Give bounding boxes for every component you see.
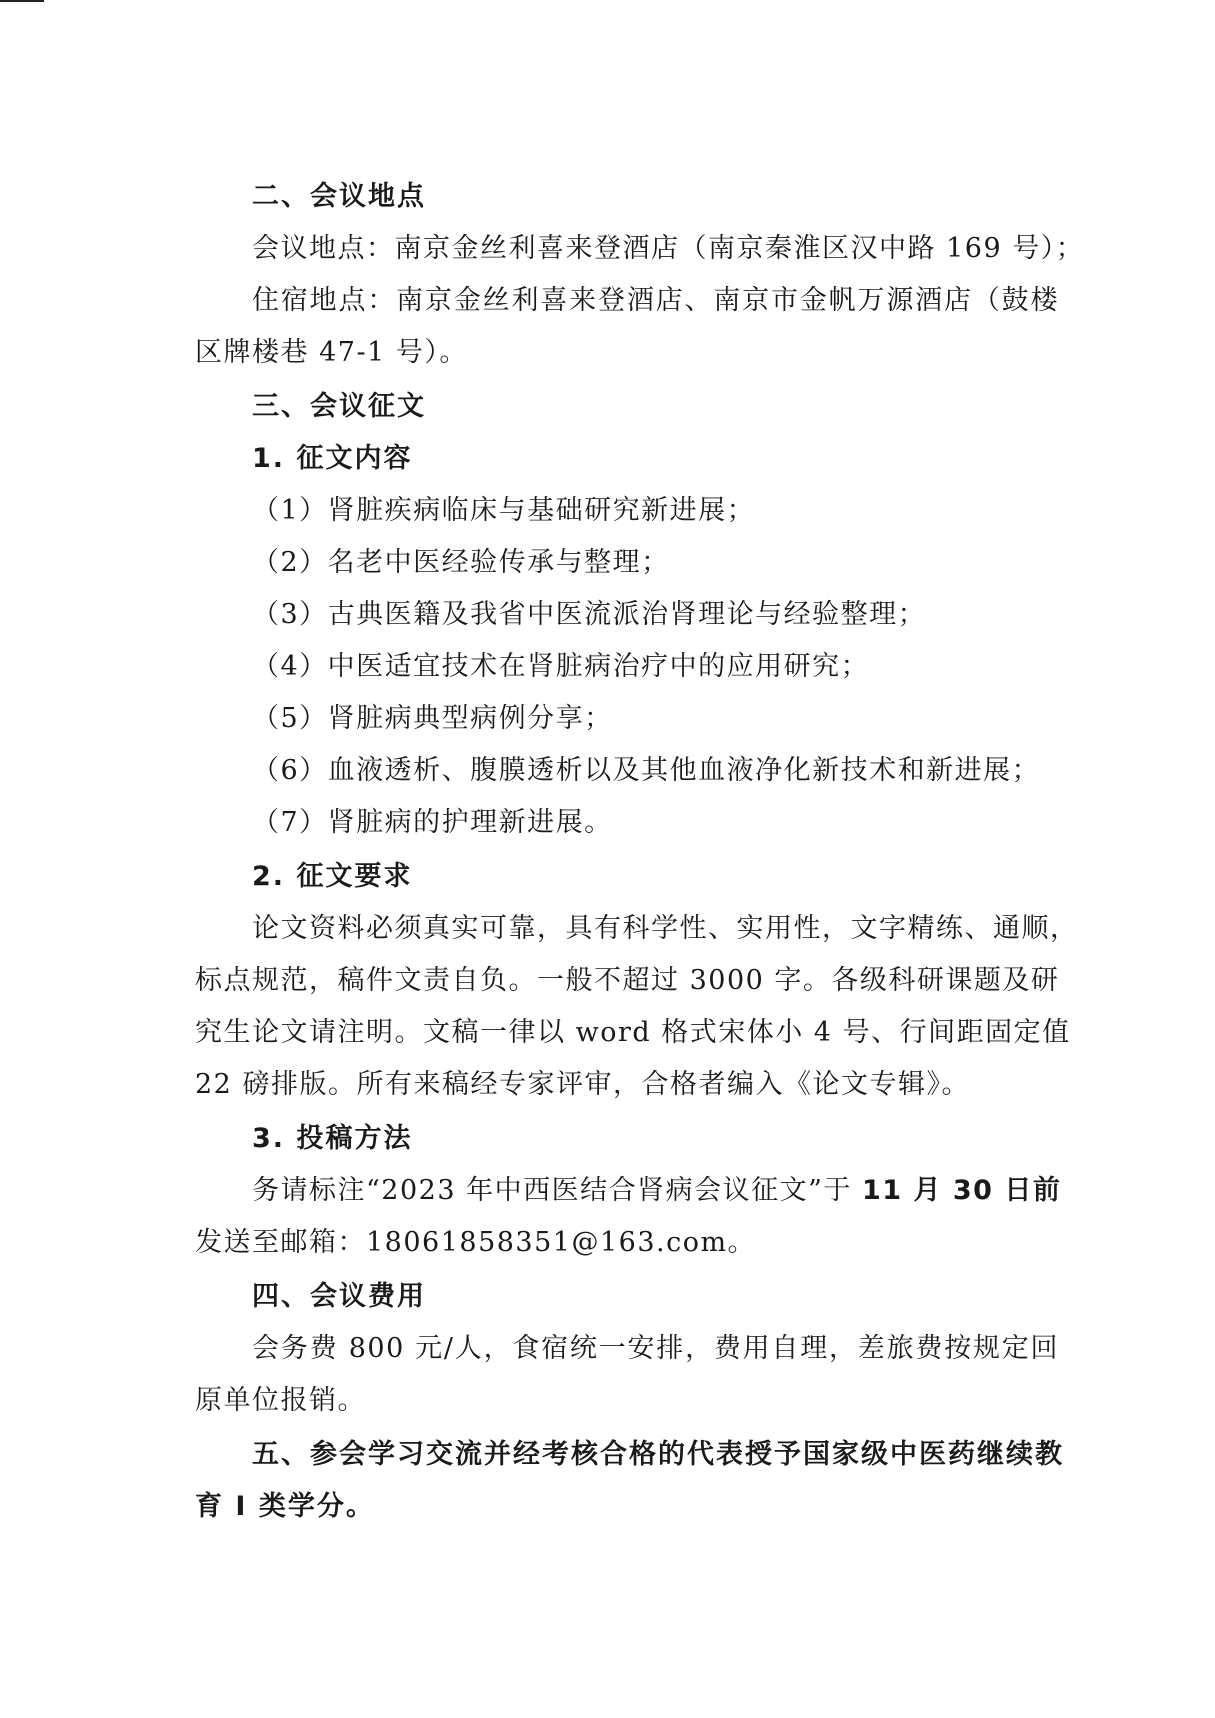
subheading-paper-content: 1. 征文内容 — [252, 443, 413, 474]
topic-item: （5）肾脏病典型病例分享； — [252, 703, 613, 734]
topic-item: （3）古典医籍及我省中医流派治肾理论与经验整理； — [252, 599, 927, 630]
submission-email-line: 发送至邮箱：18061858351@163.com。 — [195, 1227, 757, 1258]
lodging-line-1: 住宿地点：南京金丝利喜来登酒店、南京市金帆万源酒店（鼓楼 — [252, 285, 1059, 316]
topic-item: （4）中医适宜技术在肾脏病治疗中的应用研究； — [252, 651, 870, 682]
credits-line-1: 五、参会学习交流并经考核合格的代表授予国家级中医药继续教 — [252, 1439, 1064, 1470]
topic-item: （2）名老中医经验传承与整理； — [252, 547, 670, 578]
topic-item: （1）肾脏疾病临床与基础研究新进展； — [252, 495, 756, 526]
submission-line-1 — [252, 1174, 1061, 1208]
subheading-submission-method: 3. 投稿方法 — [252, 1123, 413, 1154]
fees-line-1: 会务费 800 元/人，食宿统一安排，费用自理，差旅费按规定回 — [252, 1333, 1059, 1364]
venue-line: 会议地点：南京金丝利喜来登酒店（南京秦淮区汉中路 169 号）； — [252, 233, 1085, 264]
subheading-paper-requirements: 2. 征文要求 — [252, 861, 413, 892]
requirements-line: 论文资料必须真实可靠，具有科学性、实用性，文字精练、通顺， — [252, 913, 1079, 944]
topic-item: （6）血液透析、腹膜透析以及其他血液净化新技术和新进展； — [252, 755, 1041, 786]
section-heading-fees: 四、会议费用 — [252, 1281, 426, 1312]
submission-deadline: 11 月 30 日前 — [862, 1175, 1062, 1206]
requirements-line: 22 磅排版。所有来稿经专家评审，合格者编入《论文专辑》。 — [195, 1069, 970, 1100]
requirements-line: 标点规范，稿件文责自负。一般不超过 3000 字。各级科研课题及研 — [195, 965, 1060, 996]
section-heading-venue: 二、会议地点 — [252, 181, 426, 212]
topic-item: （7）肾脏病的护理新进展。 — [252, 807, 613, 838]
lodging-line-2: 区牌楼巷 47-1 号）。 — [195, 337, 468, 368]
credits-line-2: 育 I 类学分。 — [195, 1491, 375, 1522]
section-heading-papers: 三、会议征文 — [252, 391, 426, 422]
submission-instruction: 务请标注“2023 年中西医结合肾病会议征文”于 — [252, 1175, 852, 1206]
fees-line-2: 原单位报销。 — [195, 1385, 366, 1416]
requirements-line: 究生论文请注明。文稿一律以 word 格式宋体小 4 号、行间距固定值 — [195, 1017, 1071, 1048]
